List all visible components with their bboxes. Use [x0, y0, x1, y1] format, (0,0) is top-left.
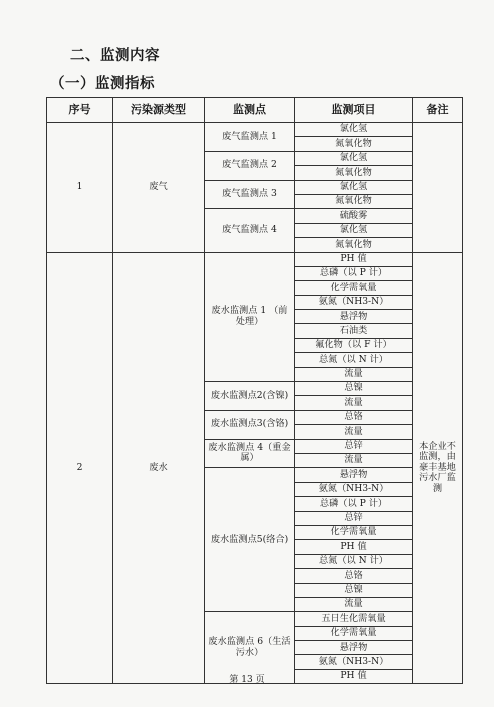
monitoring-item-cell: 流量	[295, 453, 413, 467]
monitoring-item-cell: 总锌	[295, 439, 413, 453]
monitoring-item-cell: PH 值	[295, 669, 413, 683]
monitoring-item-cell: 流量	[295, 597, 413, 611]
monitoring-point-cell: 废水监测点 4（重金属）	[205, 439, 295, 468]
header-remark: 备注	[413, 98, 463, 123]
table-row	[47, 252, 463, 266]
monitoring-item-cell: 硫酸雾	[295, 209, 413, 223]
monitoring-item-cell: 总锌	[295, 511, 413, 525]
subsection-title: （一）监测指标	[50, 75, 155, 92]
remark-cell	[413, 123, 463, 253]
monitoring-point-cell: 废水监测点3(含铬)	[205, 410, 295, 439]
monitoring-point-cell: 废水监测点 1 （前处理）	[205, 252, 295, 382]
monitoring-item-cell: 五日生化需氧量	[295, 612, 413, 626]
table-body	[47, 123, 463, 684]
monitoring-item-cell: 总铬	[295, 410, 413, 424]
monitoring-item-cell: 总氮（以 N 计）	[295, 554, 413, 568]
table-header-row	[47, 98, 463, 123]
monitoring-item-cell: 氮氧化物	[295, 166, 413, 180]
monitoring-item-cell: 总氮（以 N 计）	[295, 353, 413, 367]
monitoring-item-cell: 氯化氢	[295, 223, 413, 237]
monitoring-item-cell: 总磷（以 P 计）	[295, 266, 413, 280]
section-title: 二、监测内容	[70, 47, 160, 64]
monitoring-item-cell: 总磷（以 P 计）	[295, 497, 413, 511]
header-monitoring-point: 监测点	[205, 98, 295, 123]
monitoring-item-cell: 氨氮（NH3-N）	[295, 482, 413, 496]
monitoring-item-cell: 总铬	[295, 569, 413, 583]
monitoring-item-cell: 氮氧化物	[295, 194, 413, 208]
monitoring-item-cell: 氮氧化物	[295, 137, 413, 151]
monitoring-table	[46, 97, 463, 684]
monitoring-item-cell: 化学需氧量	[295, 525, 413, 539]
monitoring-item-cell: PH 值	[295, 252, 413, 266]
monitoring-item-cell: 化学需氧量	[295, 281, 413, 295]
remark-cell: 本企业不监测，由豪丰基地污水厂监测	[413, 252, 463, 684]
monitoring-point-cell: 废水监测点 6（生活污水）	[205, 612, 295, 684]
monitoring-item-cell: 氨氮（NH3-N）	[295, 655, 413, 669]
monitoring-item-cell: 总镍	[295, 583, 413, 597]
monitoring-item-cell: 氯化氢	[295, 151, 413, 165]
monitoring-item-cell: 氟化物（以 F 计）	[295, 338, 413, 352]
monitoring-item-cell: 氨氮（NH3-N）	[295, 295, 413, 309]
monitoring-item-cell: 流量	[295, 367, 413, 381]
monitoring-item-cell: 流量	[295, 396, 413, 410]
row-number-cell: 2	[47, 252, 113, 684]
header-no: 序号	[47, 98, 113, 123]
header-source-type: 污染源类型	[113, 98, 205, 123]
monitoring-item-cell: 化学需氧量	[295, 626, 413, 640]
monitoring-point-cell: 废气监测点 2	[205, 151, 295, 180]
header-monitoring-item: 监测项目	[295, 98, 413, 123]
monitoring-point-cell: 废水监测点5(络合)	[205, 468, 295, 612]
monitoring-item-cell: 总镍	[295, 382, 413, 396]
monitoring-item-cell: 石油类	[295, 324, 413, 338]
monitoring-point-cell: 废气监测点 4	[205, 209, 295, 252]
monitoring-point-cell: 废水监测点2(含镍)	[205, 382, 295, 411]
monitoring-item-cell: 悬浮物	[295, 641, 413, 655]
page-number: 第 13 页	[229, 675, 265, 685]
monitoring-point-cell: 废气监测点 3	[205, 180, 295, 209]
monitoring-item-cell: 氯化氢	[295, 180, 413, 194]
monitoring-item-cell: 氯化氢	[295, 123, 413, 137]
row-number-cell: 1	[47, 123, 113, 253]
monitoring-item-cell: PH 值	[295, 540, 413, 554]
source-type-cell: 废水	[113, 252, 205, 684]
monitoring-point-cell: 废气监测点 1	[205, 123, 295, 152]
monitoring-item-cell: 氮氧化物	[295, 238, 413, 252]
source-type-cell: 废气	[113, 123, 205, 253]
monitoring-item-cell: 悬浮物	[295, 310, 413, 324]
monitoring-item-cell: 流量	[295, 425, 413, 439]
table-row	[47, 123, 463, 137]
monitoring-item-cell: 悬浮物	[295, 468, 413, 482]
